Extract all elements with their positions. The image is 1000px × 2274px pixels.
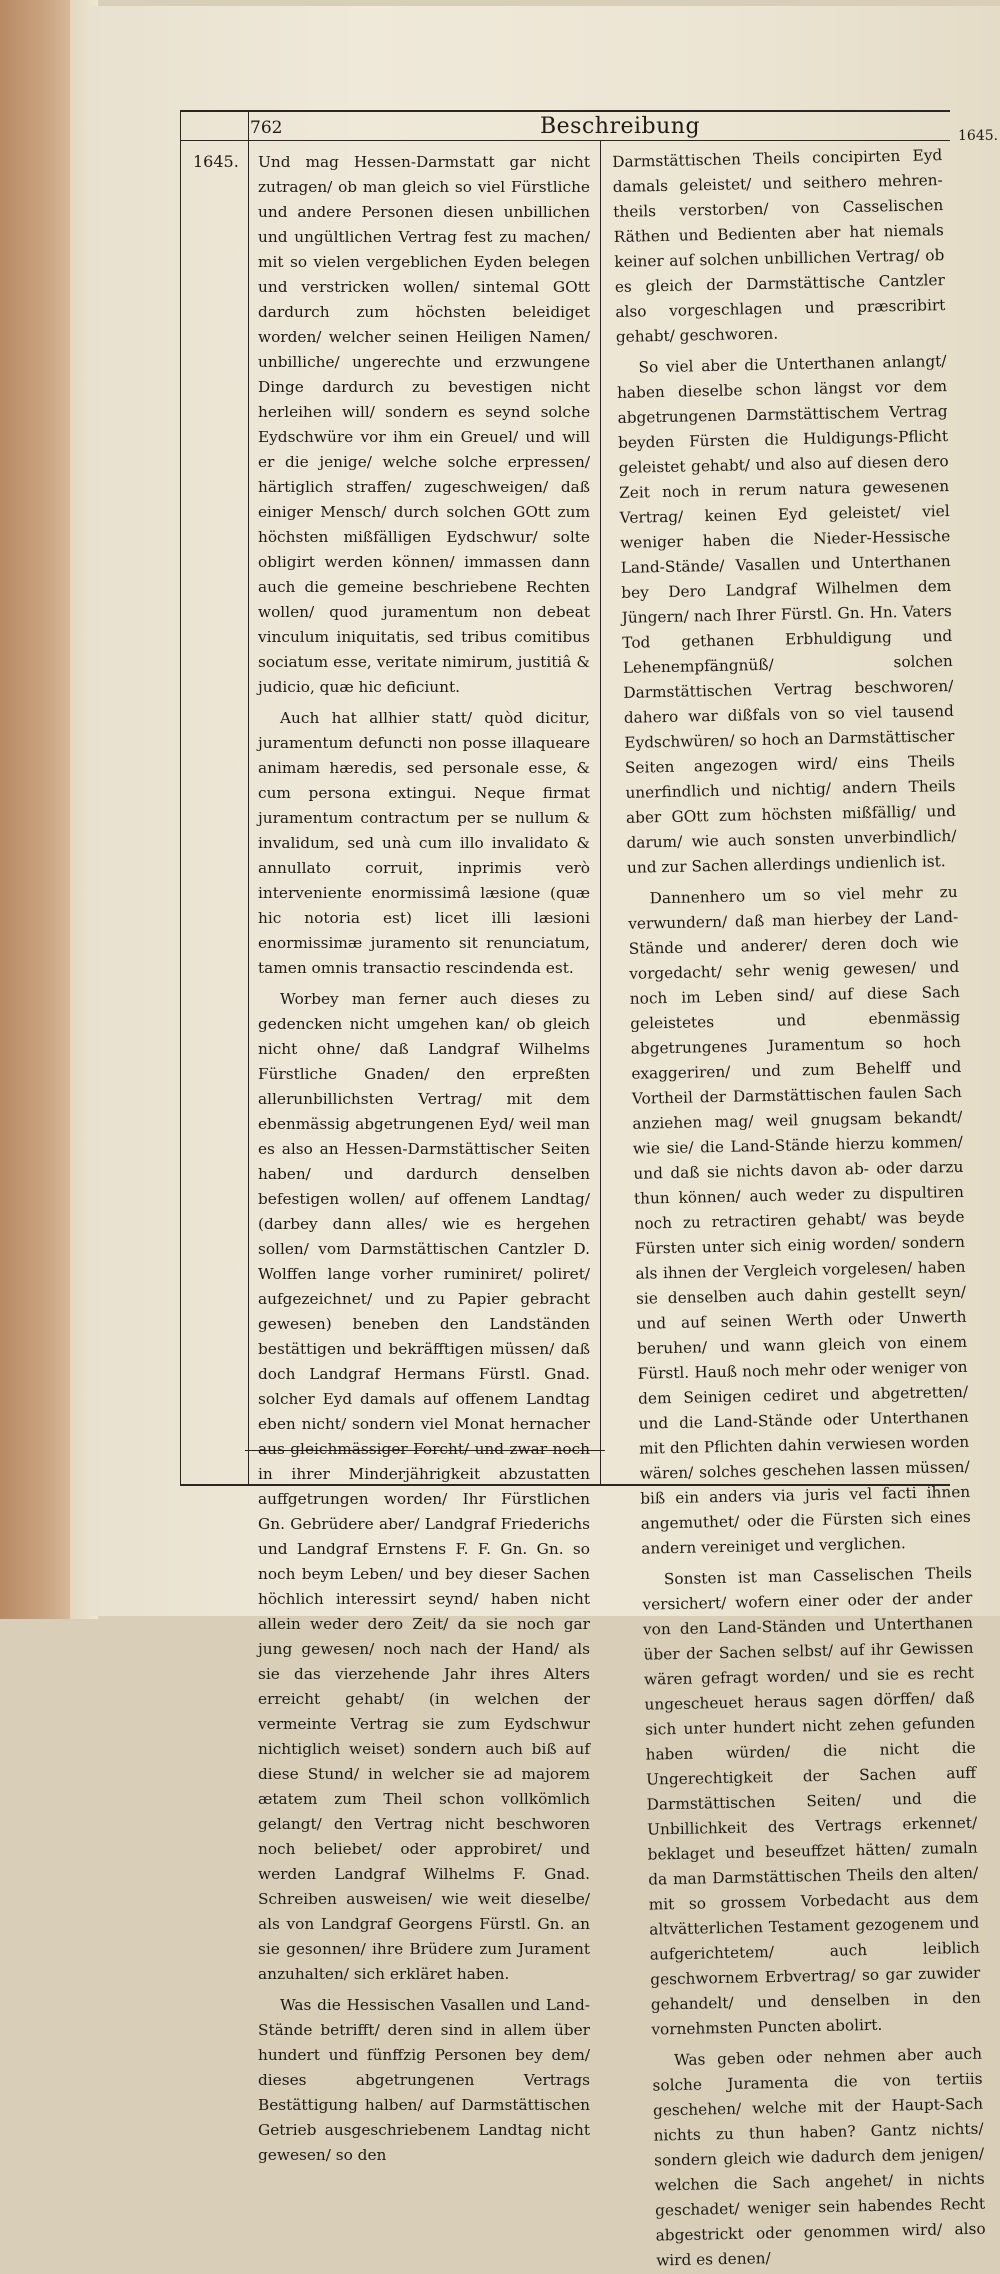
running-title: Beschreibung xyxy=(540,114,701,139)
margin-year-right: 1645. xyxy=(958,128,999,144)
right-paragraph: Was geben oder nehmen aber auch solche Juramenta die von tertiis geschehen/ welche mit der Haupt-Sach nichts zu thun haben? Gantz nichts/ sondern gleich wie dadurch dem jenigen/ welchen die Sach angehet/ in nichts geschadet/ weniger sein habendes Recht abgestrickt oder genommen wird/ also wird es denen/ xyxy=(652,2044,986,2270)
margin-year-left: 1645. xyxy=(193,152,239,171)
left-paragraph: Was die Hessischen Vasallen und Land-Stände betrifft/ deren sind in allem über hundert und fünffzig Personen bey dem/ dieses abgetrungenen Vertrags Bestättigung halben/ auf Darmstättischen Getrieb ausgeschriebenem Landtag nicht gewesen/ so den xyxy=(258,1996,590,2164)
column-divider-rule xyxy=(600,140,601,1484)
right-paragraph: Sonsten ist man Casselischen Theils versichert/ wofern einer oder der ander von den Land-Ständen und Unterthanen über der Sachen selbst/ auf ihr Gewissen wären gefragt worden/ und sie es recht ungescheuet heraus sagen dörffen/ daß sich unter hundert nicht zehen gefunden haben würden/ die nicht die Ungerechtigkeit der Sachen auff Darmstättischen Seiten/ und die Unbillichkeit des Vertrags erkennet/ beklaget und beseuffzet hätten/ zumaln da man Darmstättischen Theils den alten/ mit so grossem Vorbedacht aus dem altvätterlichen Testament gezogenem und aufgerichtetem/ auch leiblich geschwornem Erbvertrag/ so gar zuwider gehandelt/ und denselben in den vornehmsten Puncten abolirt. xyxy=(642,1563,981,2039)
left-column-rule xyxy=(248,112,249,1484)
page-frame-left xyxy=(180,110,181,1485)
page-number: 762 xyxy=(250,118,283,138)
header-top-rule xyxy=(180,110,950,112)
header-bottom-rule xyxy=(180,140,950,141)
right-paragraph: Dannenhero um so viel mehr zu verwundern/ daß man hierbey der Land-Stände und anderer/ deren doch wie vorgedacht/ sehr wenig gewesen/ und noch im Leben sind/ auf diese Sach geleistetes und ebenmässig abgetrungenes Juramentum so hoch exaggeriren/ und zum Behelff und Vortheil der Darmstättischen faulen Sach anziehen mag/ weil gnugsam bekandt/ wie sie/ die Land-Stände hierzu kommen/ und daß sie nichts davon ab- oder darzu thun können/ auch weder zu dispultiren noch zu retractiren gehabt/ was beyde Fürsten unter sich einig worden/ sondern als ihnen der Vergleich vorgelesen/ haben sie denselben auch dahin gestellt seyn/ und auf seinen Werth oder Unwerth beruhen/ und wann gleich von einem Fürstl. Hauß noch mehr oder weniger von dem Seinigen cediret und abgetretten/ und die Land-Stände oder Unterthanen mit den Pflichten dahin verwiesen worden wären/ solches geschehen lassen müssen/ biß ein anders via juris vel facti ihnen angemuthet/ oder die Fürsten sich eines andern vereiniget und verglichen. xyxy=(628,882,971,1558)
right-paragraph: Darmstättischen Theils concipirten Eyd damals geleistet/ und seithero mehren-theils verstorben/ von Casselischen Räthen und Bedienten aber hat niemals keiner auf solchen unbillichen Vertrag/ ob es gleich der Darmstättische Cantzler also vorgeschlagen und præscribirt gehabt/ geschworen. xyxy=(612,146,946,346)
left-paragraph: Worbey man ferner auch dieses zu gedencken nicht umgehen kan/ ob gleich nicht ohne/ daß Landgraf Wilhelms Fürstliche Gnaden/ den erpreßten allerunbillichsten Vertrag/ mit dem ebenmässig abgetrungenen Eyd/ weil man es also an Hessen-Darmstättischer Seiten haben/ und dardurch denselben befestigen wollen/ auf offenem Landtag/ (darbey dann alles/ wie es hergehen sollen/ vom Darmstättischen Cantzler D. Wolffen lange vorher ruminiret/ poliret/ aufgezeichnet/ und zu Papier gebracht gewesen) beneben den Landständen bestättigen und bekräfftigen müssen/ daß doch Landgraf Hermans Fürstl. Gnad. solcher Eyd damals auf offenem Landtag eben nicht/ sondern viel Monat hernacher aus gleichmässiger Forcht/ und zwar noch in ihrer Minderjährigkeit abzustatten auffgetrungen worden/ Ihr Fürstlichen Gn. Gebrüdere aber/ Landgraf Friederichs und Landgraf Ernstens F. F. Gn. Gn. so noch beym Leben/ und bey dieser Sachen höchlich interessirt seynd/ haben nicht allein weder dero Zeit/ da sie noch gar jung gewesen/ noch nach der Hand/ als sie das vierzehende Jahr ihres Alters erreicht gehabt/ (in welchen der vermeinte Vertrag sie zum Eydschwur nichtiglich weiset) sondern auch biß auf diese Stund/ in welcher sie ad majorem ætatem zum Theil schon vollkömlich gelangt/ den Vertrag nicht beschworen noch beliebet/ oder approbiret/ und werden Landgraf Wilhelms F. Gnad. Schreiben ausweisen/ wie weit dieselbe/ als von Landgraf Georgens Fürstl. Gn. an sie gesonnen/ ihre Brüdere zum Jurament anzuhalten/ sich erkläret haben. xyxy=(258,990,590,1983)
left-paragraph: Und mag Hessen-Darmstatt gar nicht zutragen/ ob man gleich so viel Fürstliche und andere Personen diesen unbillichen und ungültlichen Vertrag fest zu machen/ mit so vielen vergeblichen Eyden belegen und verstricken wollen/ sintemal GOtt dardurch zum höchsten beleidiget worden/ welcher seinen Heiligen Namen/ unbilliche/ ungerechte und erzwungene Dinge dardurch zu bevestigen nicht herleihen will/ sondern es seynd solche Eydschwüre vor ihm ein Greuel/ und will er die jenige/ welche solche erpressen/ härtiglich straffen/ zugeschweigen/ daß einiger Mensch/ durch solchen GOtt zum höchsten mißfälligen Eydschwur/ solte obligirt werden können/ immassen dann auch die gemeine beschriebene Rechten wollen/ quod juramentum non debeat vinculum iniquitatis, sed tribus comitibus sociatum esse, veritate nimirum, justitiâ & judicio, quæ hic deficiunt. xyxy=(258,153,590,696)
right-text-column xyxy=(612,143,986,2270)
left-paragraph: Auch hat allhier statt/ quòd dicitur, juramentum defuncti non posse illaqueare animam hæredis, sed personale esse, & cum persona extingui. Neque firmat juramentum contractum per se nullum & invalidum, sed unà cum illo invalidato & annullato corruit, inprimis verò interveniente enormissimâ læsione (quæ hic notoria est) licet illi læsioni enormissimæ juramento sit renunciatum, tamen omnis transactio rescindenda est. xyxy=(258,709,590,977)
left-text-column xyxy=(258,150,590,2164)
right-paragraph: So viel aber die Unterthanen anlangt/ haben dieselbe schon längst vor dem abgetrungenen Darmstättischem Vertrag beyden Fürsten die Huldigungs-Pflicht geleistet gehabt/ und also auf diesen dero Zeit noch in rerum natura gewesenen Vertrag/ keinen Eyd geleistet/ viel weniger haben die Nieder-Hessische Land-Stände/ Vasallen und Unterthanen bey Dero Landgraf Wilhelmen dem Jüngern/ nach Ihrer Fürstl. Gn. Hn. Vaters Tod gethanen Erbhuldigung und Lehenempfängnüß/ solchen Darmstättischen Vertrag beschworen/ dahero war dißfals von so viel tausend Eydschwüren/ so hoch an Darmstättischer Seiten angezogen wird/ eins Theils unerfindlich und nichtig/ andern Theils aber GOtt zum höchsten mißfällig/ und darum/ wie auch sonsten unverbindlich/ und zur Sachen allerdings undienlich ist. xyxy=(616,352,957,877)
